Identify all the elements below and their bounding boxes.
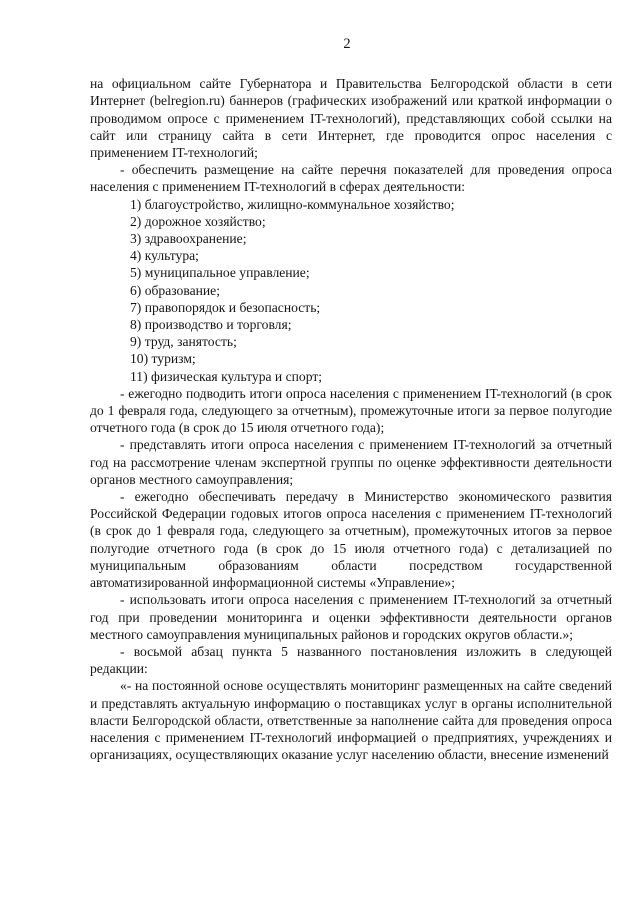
list-item: 10) туризм; bbox=[130, 351, 196, 367]
paragraph: - представлять итоги опроса населения с применением IT-технологий за отчетный год на рассмотрение членам экспертной группы по оценке эффективности деятельности органов местного самоуправления; bbox=[90, 437, 612, 487]
paragraph: - обеспечить размещение на сайте перечня показателей для проведения опроса населения с применением IT-технологий в сферах деятельности: bbox=[90, 162, 612, 195]
list-item: 7) правопорядок и безопасность; bbox=[130, 299, 321, 315]
document-body bbox=[90, 75, 612, 763]
list-item: 3) здравоохранение; bbox=[130, 231, 247, 247]
list-item: 6) образование; bbox=[130, 282, 220, 298]
paragraph: - ежегодно подводить итоги опроса населения с применением IT-технологий (в срок до 1 февраля года, следующего за отчетным), промежуточные итоги за первое полугодие отчетного года (в срок до 15 июля отчетного года); bbox=[90, 385, 612, 436]
list-item: 4) культура; bbox=[130, 248, 199, 264]
list-item: 1) благоустройство, жилищно-коммунальное хозяйство; bbox=[130, 196, 455, 212]
list-item: 5) муниципальное управление; bbox=[130, 265, 310, 281]
list-item: 8) производство и торговля; bbox=[130, 317, 292, 333]
list-item: 11) физическая культура и спорт; bbox=[130, 368, 323, 384]
page-number: 2 bbox=[343, 36, 351, 52]
list-item: 2) дорожное хозяйство; bbox=[130, 213, 266, 229]
paragraph: - ежегодно обеспечивать передачу в Министерство экономического развития Российской Федерации годовых итогов опроса населения с применением IT-технологий (в срок до 1 февраля года, следующего за отчетным), промежуточных итогов за первое полугодие отчетного года (в срок до 15 июля отчетного года) с детализацией по муниципальным образованиям области посредством государственной автоматизированной информационной системы «Управление»; bbox=[90, 489, 612, 591]
paragraph: - восьмой абзац пункта 5 названного постановления изложить в следующей редакции: bbox=[90, 643, 612, 677]
list-item: 9) труд, занятость; bbox=[130, 334, 237, 350]
paragraph: «- на постоянной основе осуществлять мониторинг размещенных на сайте сведений и представлять актуальную информацию о поставщиках услуг в органы исполнительной власти Белгородской области, ответственные за наполнение сайта для проведения опроса населения с применением IT-технологий информацией о предприятиях, учреждениях и организациях, осуществляющих оказание услуг населению области, внесение изменений bbox=[90, 678, 612, 763]
paragraph: на официальном сайте Губернатора и Правительства Белгородской области в сети Интернет (belregion.ru) баннеров (графических изображений или краткой информации о проводимом опросе с применением IT-технологий), представляющих собой ссылки на сайт или страницу сайта в сети Интернет, где проводится опрос населения с применением IT-технологий; bbox=[90, 76, 612, 161]
paragraph: - использовать итоги опроса населения с применением IT-технологий за отчетный год при проведении мониторинга и оценки эффективности деятельности органов местного самоуправления муниципальных районов и городских округов области.»; bbox=[90, 592, 612, 642]
